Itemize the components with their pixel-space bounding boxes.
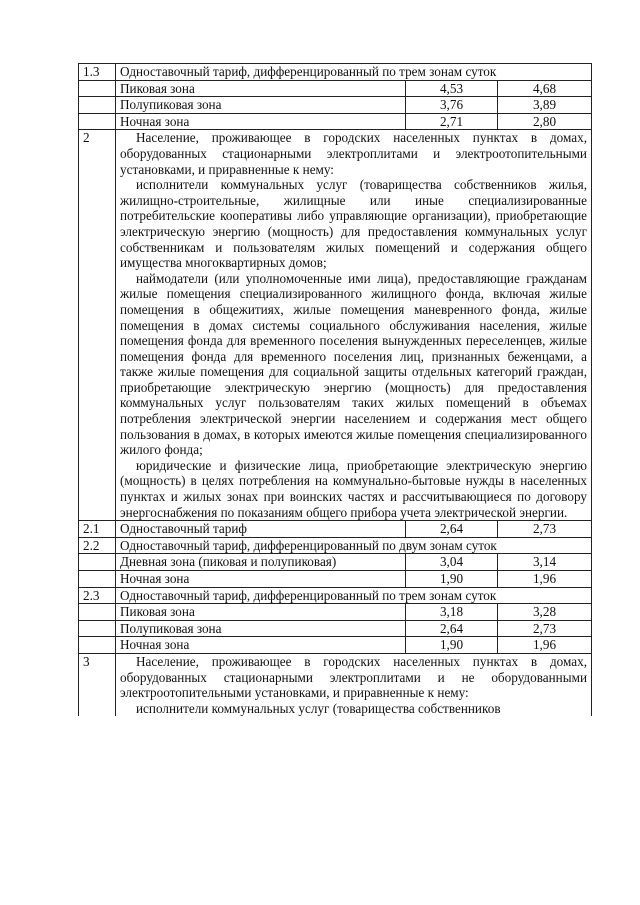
table-row — [79, 571, 592, 588]
description-paragraph: Население, проживающее в городских населенных пунктах в домах, оборудованных стационарными электроплитами и не оборудованными электроотопительными установками, и приравненные к нему: — [120, 653, 587, 701]
tariff-group-label: Одноставочный тариф, дифференцированный по трем зонам суток — [116, 64, 592, 81]
tariff-value-2: 3,89 — [498, 97, 592, 114]
row-number: 2.1 — [79, 521, 116, 538]
tariff-value-1: 3,04 — [406, 554, 498, 571]
table-row — [79, 80, 592, 97]
description-paragraph: исполнители коммунальных услуг (товарищества собственников — [136, 700, 501, 716]
table-row — [79, 130, 592, 521]
row-number-empty — [79, 113, 116, 130]
zone-label: Пиковая зона — [116, 604, 406, 621]
description-paragraph: исполнители коммунальных услуг (товарищества собственников жилья, жилищно-строительные, жилищные или иные специализированные потребительские кооперативы либо управляющие организации), приобретающие электрическую энергию (мощность) для предоставления коммунальных услуг собственникам и пользователям жилых помещений и содержания общего имущества многоквартирных домов; — [120, 177, 587, 271]
zone-label: Пиковая зона — [116, 80, 406, 97]
tariff-table — [78, 63, 592, 716]
row-number-empty — [79, 620, 116, 637]
consumer-category-description — [116, 653, 592, 716]
tariff-value-1: 2,64 — [406, 521, 498, 538]
row-number: 2 — [79, 130, 116, 521]
row-number: 1.3 — [79, 64, 116, 81]
row-number: 2.3 — [79, 587, 116, 604]
tariff-value-2: 3,14 — [498, 554, 592, 571]
zone-label: Ночная зона — [116, 637, 406, 654]
zone-label: Ночная зона — [116, 571, 406, 588]
table-row — [79, 604, 592, 621]
tariff-value-1: 3,76 — [406, 97, 498, 114]
row-number-empty — [79, 637, 116, 654]
table-row — [79, 653, 592, 716]
table-row — [79, 521, 592, 538]
tariff-value-1: 2,71 — [406, 113, 498, 130]
tariff-label: Одноставочный тариф — [116, 521, 406, 538]
tariff-value-2: 2,73 — [498, 521, 592, 538]
zone-label: Полупиковая зона — [116, 620, 406, 637]
row-number-empty — [79, 604, 116, 621]
table-row — [79, 554, 592, 571]
zone-label: Ночная зона — [116, 113, 406, 130]
description-paragraph: наймодатели (или уполномоченные ими лица), предоставляющие гражданам жилые помещения специализированного жилищного фонда, включая жилые помещения в общежитиях, жилые помещения маневренного фонда, жилые помещения в домах системы социального обслуживания населения, жилые помещения фонда для временного поселения вынужденных переселенцев, жилые помещения фонда для временного поселения лиц, признанных беженцами, а также жилые помещения для социальной защиты отдельных категорий граждан, приобретающие электрическую энергию (мощность) для предоставления коммунальных услуг пользователям таких жилых помещений в объемах потребления электрической энергии населением и содержания мест общего пользования в домах, в которых имеются жилые помещения специализированного жилого фонда; — [120, 270, 587, 458]
table-row — [79, 113, 592, 130]
row-number-empty — [79, 571, 116, 588]
row-number: 2.2 — [79, 537, 116, 554]
description-paragraph: юридические и физические лица, приобретающие электрическую энергию (мощность) в целях потребления на коммунально-бытовые нужды в населенных пунктах и жилых зонах при воинских частях и рассчитывающиеся по договору энергоснабжения по показаниям общего прибора учета электрической энергии. — [120, 457, 587, 520]
row-number-empty — [79, 97, 116, 114]
table-row — [79, 537, 592, 554]
table-row — [79, 97, 592, 114]
row-number: 3 — [79, 653, 116, 716]
tariff-value-1: 3,18 — [406, 604, 498, 621]
tariff-value-2: 3,28 — [498, 604, 592, 621]
tariff-value-1: 1,90 — [406, 571, 498, 588]
table-row — [79, 64, 592, 81]
tariff-value-2: 1,96 — [498, 571, 592, 588]
description-paragraph: Население, проживающее в городских населенных пунктах в домах, оборудованных стационарными электроплитами и электроотопительными установками, и приравненные к нему: — [120, 130, 587, 177]
zone-label: Полупиковая зона — [116, 97, 406, 114]
tariff-value-2: 4,68 — [498, 80, 592, 97]
tariff-value-1: 4,53 — [406, 80, 498, 97]
zone-label: Дневная зона (пиковая и полупиковая) — [116, 554, 406, 571]
tariff-group-label: Одноставочный тариф, дифференцированный по трем зонам суток — [116, 587, 592, 604]
tariff-value-2: 2,73 — [498, 620, 592, 637]
tariff-value-1: 2,64 — [406, 620, 498, 637]
tariff-table-body — [79, 64, 592, 717]
consumer-category-description — [116, 130, 592, 521]
tariff-group-label: Одноставочный тариф, дифференцированный по двум зонам суток — [116, 537, 592, 554]
tariff-value-2: 2,80 — [498, 113, 592, 130]
tariff-value-2: 1,96 — [498, 637, 592, 654]
row-number-empty — [79, 80, 116, 97]
table-row — [79, 620, 592, 637]
table-row — [79, 637, 592, 654]
row-number-empty — [79, 554, 116, 571]
tariff-value-1: 1,90 — [406, 637, 498, 654]
table-row — [79, 587, 592, 604]
